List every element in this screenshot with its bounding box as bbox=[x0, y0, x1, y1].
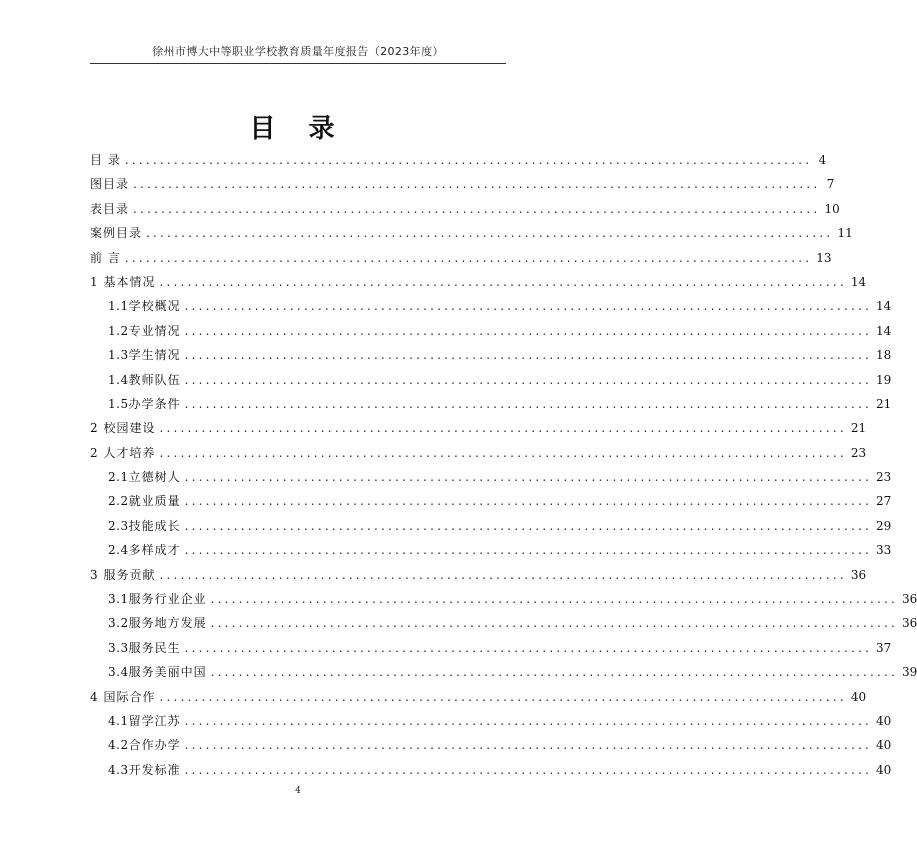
toc-entry-number: 3.3 bbox=[108, 640, 129, 655]
toc-entry-number: 3.2 bbox=[108, 616, 129, 631]
toc-entry-page: 37 bbox=[876, 640, 892, 655]
toc-leader-dots: .................................................................................................. bbox=[184, 713, 873, 728]
toc-leader-dots: .................................................................................................. bbox=[210, 592, 899, 607]
toc-leader-dots: .................................................................................................. bbox=[184, 372, 873, 387]
toc-entry[interactable] bbox=[90, 709, 892, 733]
toc-entry-number: 2.1 bbox=[108, 470, 129, 485]
toc-leader-dots: .................................................................................................. bbox=[124, 153, 813, 167]
toc-entry-page: 7 bbox=[826, 177, 835, 192]
toc-entry-label: 就业质量 bbox=[128, 494, 181, 509]
toc-leader-dots: .................................................................................................. bbox=[210, 665, 899, 680]
toc-leader-dots: .................................................................................................. bbox=[184, 640, 873, 655]
toc-entry[interactable] bbox=[90, 685, 867, 709]
toc-entry-label: 专业情况 bbox=[128, 323, 181, 338]
page-number: 4 bbox=[295, 786, 301, 796]
toc-entry-page: 36 bbox=[902, 616, 917, 631]
toc-entry-label: 2 人才培养 bbox=[90, 445, 156, 460]
toc-entry-page: 27 bbox=[876, 494, 892, 509]
toc-entry-label: 1 基本情况 bbox=[90, 274, 156, 289]
toc-entry-label: 技能成长 bbox=[128, 518, 181, 533]
toc-entry-page: 14 bbox=[876, 323, 892, 338]
toc-entry-label: 办学条件 bbox=[128, 396, 181, 411]
toc-leader-dots: .................................................................................................. bbox=[159, 567, 847, 582]
toc-entry-page: 29 bbox=[876, 518, 892, 533]
toc-entry-label: 2 校园建设 bbox=[90, 421, 156, 436]
toc-entry[interactable] bbox=[90, 489, 892, 513]
toc-entry-label: 多样成才 bbox=[128, 543, 181, 558]
toc-entry-page: 11 bbox=[837, 226, 853, 241]
toc-entry-label: 服务美丽中国 bbox=[128, 665, 207, 680]
toc-leader-dots: .................................................................................................. bbox=[184, 738, 873, 753]
table-of-contents bbox=[90, 148, 917, 782]
toc-entry-number: 1.2 bbox=[108, 323, 129, 338]
toc-entry[interactable] bbox=[90, 441, 867, 465]
toc-entry-label: 教师队伍 bbox=[128, 372, 181, 387]
toc-entry-page: 21 bbox=[876, 396, 892, 411]
header-divider bbox=[90, 63, 506, 64]
toc-entry-label: 表目录 bbox=[90, 201, 130, 216]
toc-entry[interactable] bbox=[90, 319, 892, 343]
toc-entry-number: 1.4 bbox=[108, 372, 129, 387]
toc-leader-dots: .................................................................................................. bbox=[184, 348, 873, 363]
toc-entry[interactable] bbox=[90, 294, 892, 318]
toc-entry[interactable] bbox=[90, 148, 827, 172]
toc-leader-dots: .................................................................................................. bbox=[159, 689, 847, 704]
toc-entry-page: 19 bbox=[876, 372, 892, 387]
toc-entry-page: 40 bbox=[876, 738, 892, 753]
toc-entry-label: 3 服务贡献 bbox=[90, 567, 156, 582]
toc-entry-label: 图目录 bbox=[90, 177, 130, 192]
toc-entry[interactable] bbox=[90, 660, 917, 684]
toc-entry-page: 40 bbox=[876, 713, 892, 728]
toc-entry-label: 4 国际合作 bbox=[90, 689, 156, 704]
toc-entry-number: 3.1 bbox=[108, 592, 129, 607]
toc-entry-page: 14 bbox=[850, 274, 867, 289]
toc-entry-number: 1.5 bbox=[108, 396, 129, 411]
toc-entry-page: 40 bbox=[876, 762, 892, 777]
toc-entry-page: 33 bbox=[876, 543, 892, 558]
toc-entry[interactable] bbox=[90, 392, 892, 416]
toc-entry-page: 10 bbox=[824, 201, 840, 216]
toc-entry-page: 23 bbox=[876, 470, 892, 485]
toc-leader-dots: .................................................................................................. bbox=[184, 518, 873, 533]
toc-leader-dots: .................................................................................................. bbox=[210, 616, 899, 631]
toc-entry-page: 23 bbox=[850, 445, 867, 460]
toc-entry-label: 前 言 bbox=[90, 250, 121, 265]
toc-leader-dots: .................................................................................................. bbox=[133, 177, 821, 192]
toc-entry[interactable] bbox=[90, 733, 892, 757]
toc-entry-page: 18 bbox=[876, 348, 892, 363]
toc-entry[interactable] bbox=[90, 465, 892, 489]
toc-entry[interactable] bbox=[90, 197, 840, 221]
toc-entry-label: 学校概况 bbox=[128, 299, 181, 314]
toc-entry-number: 1.1 bbox=[108, 299, 129, 314]
toc-entry-page: 13 bbox=[816, 250, 832, 265]
toc-leader-dots: .................................................................................................. bbox=[184, 543, 873, 558]
toc-entry[interactable] bbox=[90, 172, 835, 196]
toc-entry-label: 留学江苏 bbox=[128, 713, 181, 728]
toc-entry-number: 2.3 bbox=[108, 518, 129, 533]
toc-entry-label: 学生情况 bbox=[128, 348, 181, 363]
toc-entry[interactable] bbox=[90, 270, 867, 294]
toc-entry-page: 36 bbox=[850, 567, 867, 582]
toc-leader-dots: .................................................................................................. bbox=[184, 299, 873, 314]
toc-leader-dots: .................................................................................................. bbox=[184, 762, 873, 777]
toc-entry[interactable] bbox=[90, 538, 892, 562]
toc-leader-dots: .................................................................................................. bbox=[184, 494, 873, 509]
running-header: 徐州市博大中等职业学校教育质量年度报告（2023年度） bbox=[152, 45, 444, 58]
toc-entry[interactable] bbox=[90, 563, 867, 587]
toc-entry-label: 案例目录 bbox=[90, 226, 143, 241]
toc-entry-label: 服务行业企业 bbox=[128, 592, 207, 607]
toc-entry[interactable] bbox=[90, 416, 867, 440]
toc-entry-page: 14 bbox=[876, 299, 892, 314]
toc-entry-label: 目 录 bbox=[90, 153, 121, 167]
toc-entry-number: 4.1 bbox=[108, 713, 129, 728]
toc-entry[interactable] bbox=[90, 368, 892, 392]
toc-entry-label: 立德树人 bbox=[128, 470, 181, 485]
toc-entry-number: 2.4 bbox=[108, 543, 129, 558]
toc-entry[interactable] bbox=[90, 636, 892, 660]
toc-entry-number: 1.3 bbox=[108, 348, 129, 363]
toc-entry[interactable] bbox=[90, 758, 892, 782]
toc-entry-label: 开发标准 bbox=[128, 762, 181, 777]
toc-leader-dots: .................................................................................................. bbox=[184, 323, 873, 338]
toc-entry-page: 40 bbox=[850, 689, 867, 704]
toc-entry-page: 39 bbox=[902, 665, 917, 680]
toc-leader-dots: .................................................................................................. bbox=[159, 421, 847, 436]
toc-entry-label: 合作办学 bbox=[128, 738, 181, 753]
toc-entry-number: 3.4 bbox=[108, 665, 129, 680]
toc-leader-dots: .................................................................................................. bbox=[159, 445, 847, 460]
toc-entry-number: 2.2 bbox=[108, 494, 129, 509]
toc-entry-label: 服务地方发展 bbox=[128, 616, 207, 631]
toc-leader-dots: .................................................................................................. bbox=[184, 470, 873, 485]
toc-entry[interactable] bbox=[90, 611, 917, 635]
toc-leader-dots: .................................................................................................. bbox=[124, 250, 813, 265]
toc-leader-dots: .................................................................................................. bbox=[184, 396, 873, 411]
page-title: 目 录 bbox=[249, 114, 347, 144]
toc-entry[interactable] bbox=[90, 221, 853, 245]
toc-entry[interactable] bbox=[90, 514, 892, 538]
toc-leader-dots: .................................................................................................. bbox=[133, 201, 821, 216]
toc-entry[interactable] bbox=[90, 587, 917, 611]
toc-entry-page: 36 bbox=[902, 592, 917, 607]
toc-leader-dots: .................................................................................................. bbox=[159, 274, 847, 289]
toc-entry-page: 21 bbox=[850, 421, 867, 436]
toc-entry-page: 4 bbox=[818, 153, 827, 167]
toc-leader-dots: .................................................................................................. bbox=[146, 226, 834, 241]
toc-entry[interactable] bbox=[90, 343, 892, 367]
toc-entry-label: 服务民生 bbox=[128, 640, 181, 655]
toc-entry-number: 4.2 bbox=[108, 738, 129, 753]
toc-entry-number: 4.3 bbox=[108, 762, 129, 777]
toc-entry[interactable] bbox=[90, 246, 832, 270]
